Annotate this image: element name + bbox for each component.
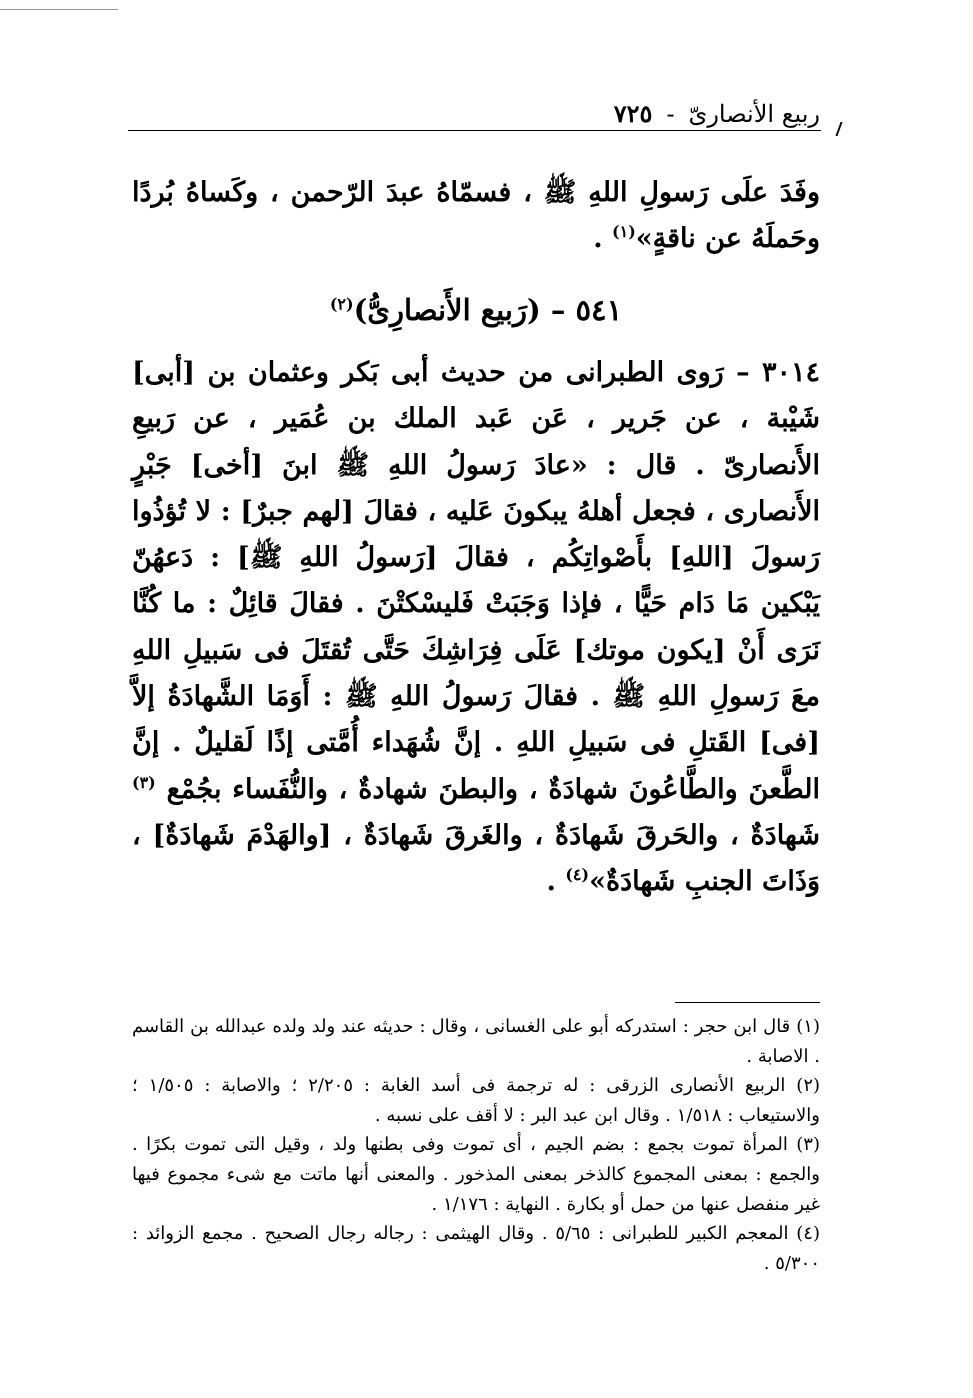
footnote-1: (١) قال ابن حجر : استدركه أبو على الغسانى ، وقال : حديثه عند ولد ولده عبدالله بن القاسم . الاصابة . — [132, 1016, 820, 1067]
intro-paragraph — [132, 170, 820, 262]
footnote-2: (٢) الربيع الأنصارى الزرقى : له ترجمة فى أسد الغابة : ٢/٢٠٥ ؛ والاصابة : ١/٥٠٥ ؛ والاستيعاب : ١/٥١٨ . وقال ابن عبد البر : لا أقف على نسبه . — [132, 1075, 821, 1126]
hadith-text-part2: شَهادَةٌ ، والحَرقَ شَهادَةٌ ، والغَرقَ شَهادَةٌ ، [والهَدْمَ شَهادَةٌ] ، وَذَاتَ الجنبِ شَهادَةٌ» — [132, 819, 820, 898]
footnote-ref-3: (٣) — [132, 772, 156, 792]
footnote-ref-4: (٤) — [565, 865, 590, 885]
running-header-title: ربيع الأنصارىّ — [688, 100, 820, 128]
footnote-3: (٣) المرأة تموت بجمع : بضم الجيم ، أى تموت وفى بطنها ولد ، وقيل التى تموت بكرًا . والجمع : بمعنى المجموع كالذخر بمعنى المذخور . والمعنى أنها ماتت مع شىء مجموع فيها غير منفصل عنها من حمل أو بكارة . النهاية : ١/١٧٦ . — [132, 1134, 820, 1215]
running-header-separator: - — [666, 100, 675, 128]
intro-paragraph-tail: . — [593, 223, 613, 254]
section-dash: – — [550, 293, 566, 327]
section-title: (رَبيع الأَنصارِىُّ) — [353, 293, 541, 327]
hadith-number: ٣٠١٤ — [761, 357, 820, 388]
page-number: ٧٢٥ — [613, 99, 653, 128]
hadith-tail: . — [546, 866, 566, 898]
footnote-4: (٤) المعجم الكبير للطبرانى : ٥/٦٥ . وقال الهيثمى : رجاله رجال الصحيح . مجمع الزوائد : ٥/٣٠٠ . — [132, 1223, 820, 1274]
hadith-text-part1: – رَوى الطبرانى من حديث أبى بَكر وعثمان بن [أبى] شَيْبة ، عن جَرير ، عَن عَبد الملك بن عُمَير ، عن رَبيعِ الأَنصارىّ . قال : «عادَ رَسولُ اللهِ ﷺ ابنَ [أخى] جَبْرٍ الأَنصارى ، فجعل أهلهُ يبكونَ عَليه ، فقالَ [لهم جبرٌ] : لا تُؤذُوا رَسولَ [اللهِ] بأَصْواتِكُم ، فقالَ [رَسولُ اللهِ ﷺ] : دَعهُنّ يَبْكين مَا دَام حَيًّا ، فإذا وَجَبَتْ فَليسْكتْنَ . فقالَ قائِلٌ : ما كُنَّا نَرَى أَنْ [يكون موتك] عَلَى فِرَاشِكَ حَتَّى تُقتَلَ فى سَبيلِ اللهِ معَ رَسولِ اللهِ ﷺ . فقالَ رَسولُ اللهِ ﷺ : أَوَمَا الشَّهادَةُ إلاَّ [فى] القَتلِ فى سَبيلِ اللهِ . إنَّ شُهَداء أُمَّتى إذًا لَقليلٌ . إنَّ الطَّعنَ والطَّاعُونَ شهادَةٌ ، والبطنَ شهادةٌ ، والنُّفَساء بجُمْع — [132, 357, 820, 805]
section-number: ٥٤١ — [575, 293, 623, 327]
footnote-separator — [675, 1002, 820, 1003]
footnote-ref-2: (٢) — [329, 294, 354, 314]
header-tick-mark — [835, 122, 842, 136]
scan-edge-line — [0, 9, 118, 10]
header-rule — [128, 130, 821, 131]
hadith-paragraph — [132, 350, 820, 906]
footnote-ref-1: (١) — [612, 222, 636, 241]
footnotes — [132, 1012, 820, 1278]
running-header — [130, 88, 820, 128]
intro-paragraph-text: وفَدَ علَى رَسولِ اللهِ ﷺ ، فسمّاهُ عبدَ الرّحمن ، وكَساهُ بُردًا وحَملَهُ عن ناقةٍ» — [132, 177, 820, 254]
section-heading — [132, 290, 820, 330]
